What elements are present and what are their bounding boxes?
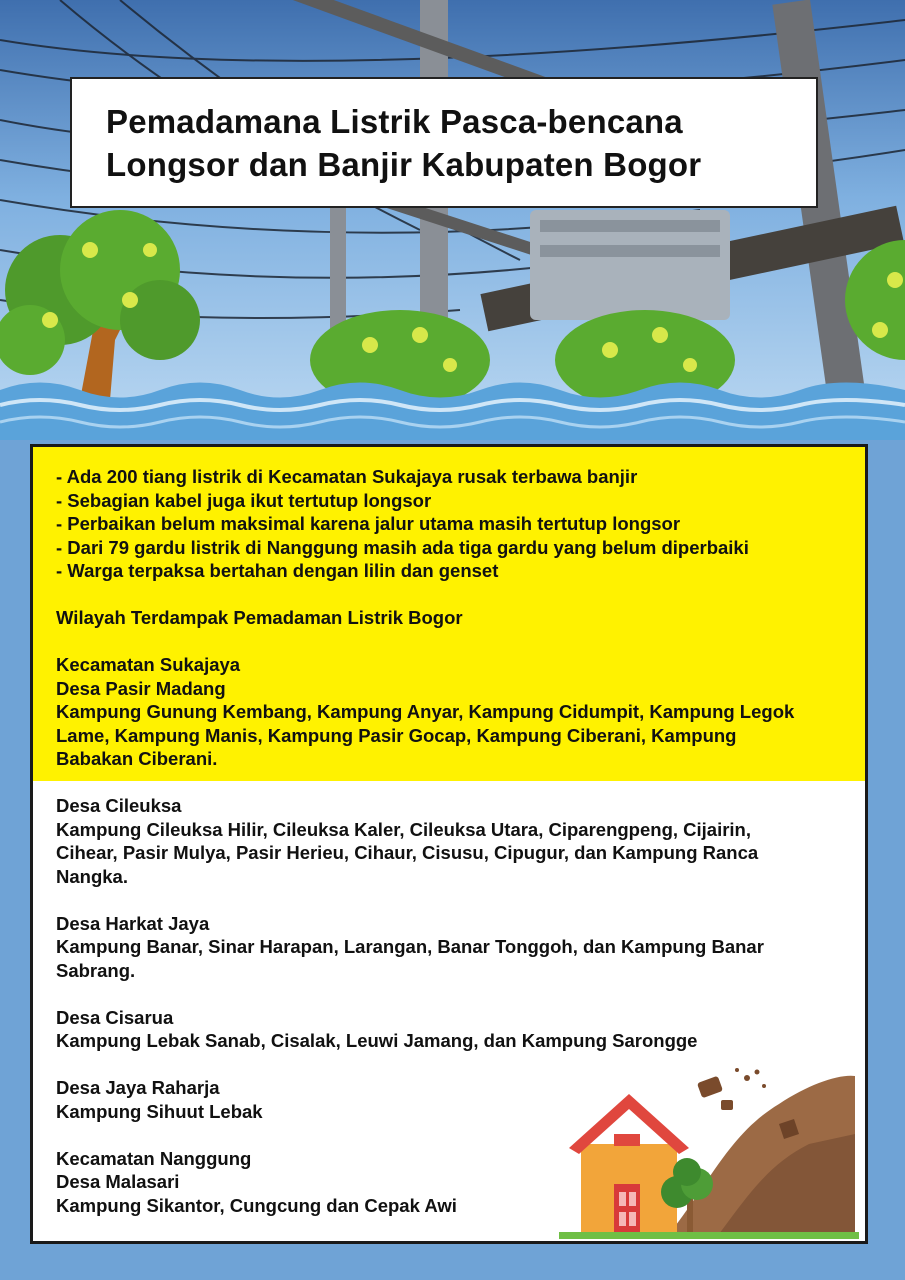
title-line-2: Longsor dan Banjir Kabupaten Bogor [106, 145, 702, 183]
bullet-item: - Sebagian kabel juga ikut tertutup longsor [56, 489, 432, 511]
desa-jaya-raharja: Desa Jaya Raharja [56, 1077, 220, 1098]
tree-left [0, 210, 200, 400]
kampung-line: Kampung Banar, Sinar Harapan, Larangan, Banar Tonggoh, dan Kampung Banar [56, 936, 764, 957]
kampung-line: Kampung Cileuksa Hilir, Cileuksa Kaler, Cileuksa Utara, Ciparengpeng, Cijairin, [56, 818, 751, 840]
kampung-line: Kampung Sihuut Lebak [56, 1100, 263, 1122]
content-panel [30, 444, 868, 1244]
desa-malasari: Desa Malasari [56, 1171, 180, 1192]
section-heading: Wilayah Terdampak Pemadaman Listrik Bogor [56, 607, 463, 628]
bullet-item: - Ada 200 tiang listrik di Kecamatan Sukajaya rusak terbawa banjir [56, 466, 638, 487]
landslide-house-icon [559, 1064, 859, 1239]
title-box [70, 77, 818, 208]
title-line-1: Pemadamana Listrik Pasca-bencana [106, 102, 683, 140]
kampung-line: Babakan Ciberani. [56, 748, 218, 769]
kampung-line: Kampung Sikantor, Cungcung dan Cepak Awi [56, 1194, 457, 1216]
bullet-item: - Perbaikan belum maksimal karena jalur utama masih tertutup longsor [56, 513, 681, 534]
desa-cisarua: Desa Cisarua [56, 1006, 174, 1028]
hero-banner [0, 0, 905, 440]
desa-cileuksa: Desa Cileuksa [56, 795, 182, 816]
highlight-section [33, 447, 865, 781]
power-pole-right [772, 0, 868, 421]
kampung-line: Cihear, Pasir Mulya, Pasir Herieu, Cihaur, Cisusu, Cipugur, dan Kampung Ranca [56, 842, 759, 863]
kampung-line: Kampung Gunung Kembang, Kampung Anyar, Kampung Cidumpit, Kampung Legok [56, 701, 795, 722]
kampung-line: Nangka. [56, 865, 128, 887]
bullet-item: - Dari 79 gardu listrik di Nanggung masih ada tiga gardu yang belum diperbaiki [56, 536, 749, 558]
power-pole-illustration [0, 0, 905, 440]
desa-pasir-madang: Desa Pasir Madang [56, 677, 226, 699]
kecamatan-sukajaya: Kecamatan Sukajaya [56, 654, 241, 675]
kampung-line: Kampung Lebak Sanab, Cisalak, Leuwi Jamang, dan Kampung Sarongge [56, 1030, 698, 1051]
kampung-line: Lame, Kampung Manis, Kampung Pasir Gocap, Kampung Ciberani, Kampung [56, 724, 737, 746]
kecamatan-nanggung: Kecamatan Nanggung [56, 1147, 252, 1169]
desa-harkat-jaya: Desa Harkat Jaya [56, 912, 210, 934]
kampung-line: Sabrang. [56, 959, 136, 981]
bullet-item: - Warga terpaksa bertahan dengan lilin dan genset [56, 560, 499, 581]
